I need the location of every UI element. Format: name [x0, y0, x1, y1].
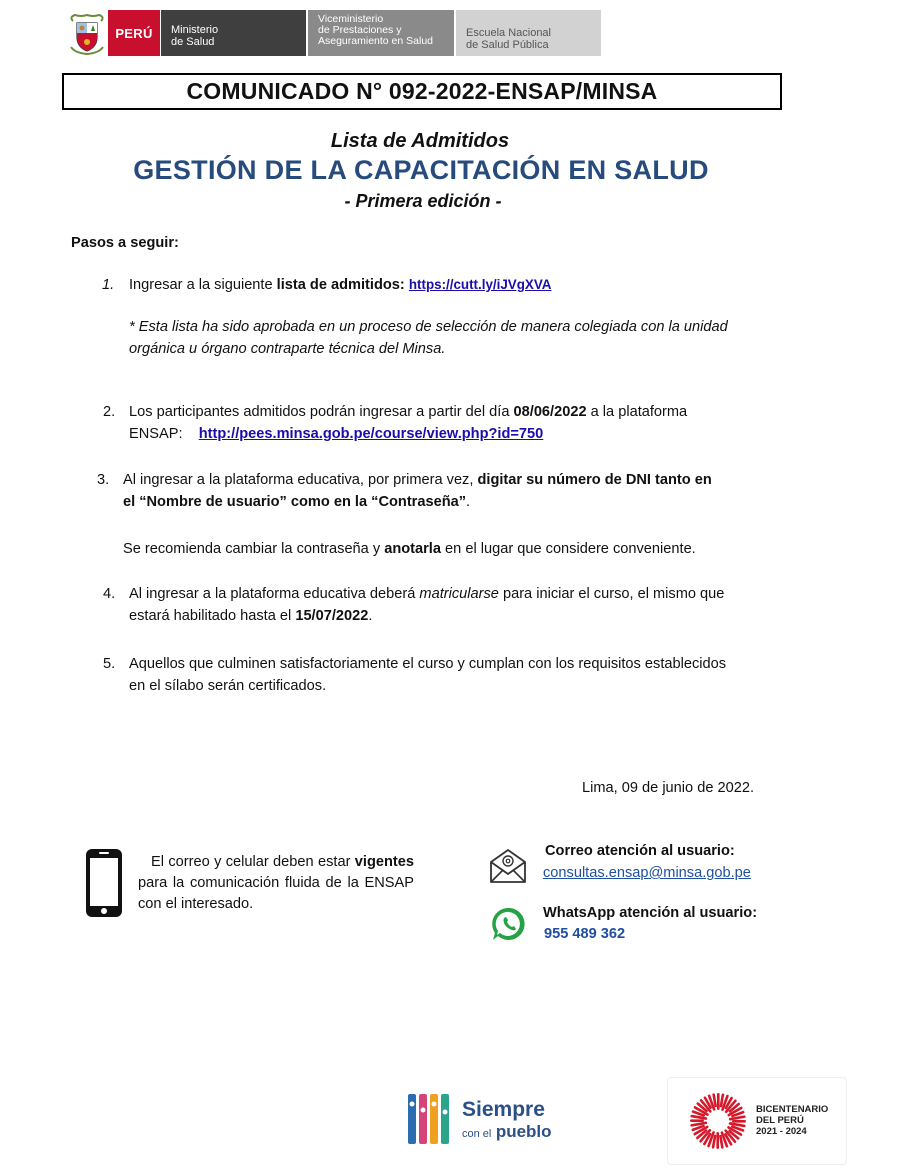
bicentenario-sun-icon	[688, 1091, 748, 1151]
ministerio-label: Ministerio de Salud	[160, 10, 306, 56]
whatsapp-number[interactable]: 955 489 362	[544, 926, 626, 942]
mail-icon	[489, 848, 527, 884]
document-date: Lima, 09 de junio de 2022.	[582, 780, 755, 796]
edition-label: - Primera edición -	[344, 191, 502, 211]
step1-text: Ingresar a la siguiente lista de admitidos: https://cutt.ly/iJVgXVA	[129, 277, 552, 293]
admitidos-link[interactable]: https://cutt.ly/iJVgXVA	[408, 277, 552, 292]
header-logos	[66, 10, 601, 56]
siempre-con-el-pueblo-logo: Siempre con el pueblo	[406, 1090, 566, 1148]
step3-text: Al ingresar a la plataforma educativa, por primera vez, digitar su número de DNI tanto en el “Nombre de usuario” como en la “Contraseña”.	[123, 472, 712, 510]
step3-recommendation: Se recomienda cambiar la contraseña y anotarla en el lugar que considere conveniente.	[123, 541, 696, 557]
peru-coat-of-arms-icon	[66, 10, 108, 56]
whatsapp-heading: WhatsApp atención al usuario:	[543, 905, 758, 921]
peru-label: PERÚ	[108, 10, 160, 56]
viceministerio-label: Viceministerio de Prestaciones y Aseguramiento en Salud	[308, 10, 454, 56]
lista-subtitle: Lista de Admitidos	[330, 130, 510, 152]
whatsapp-icon	[491, 906, 527, 942]
step1-number: 1.	[102, 277, 115, 293]
plataforma-link[interactable]: http://pees.minsa.gob.pe/course/view.php?id=750	[198, 426, 544, 442]
pasos-heading: Pasos a seguir:	[71, 235, 179, 251]
step2-text: Los participantes admitidos podrán ingresar a partir del día 08/06/2022 a la plataforma ENSAP: http://pees.minsa.gob.pe/course/view.php?id=750	[129, 404, 688, 442]
escuela-label: Escuela Nacional de Salud Pública	[456, 10, 601, 56]
step4-number: 4.	[103, 586, 116, 602]
siempre-figures-icon	[406, 1090, 458, 1148]
bicentenario-logo: BICENTENARIO DEL PERÚ 2021 - 2024	[667, 1077, 847, 1165]
correo-link[interactable]: consultas.ensap@minsa.gob.pe	[543, 865, 751, 881]
step5-number: 5.	[103, 656, 116, 672]
step3-number: 3.	[97, 472, 110, 488]
step2-number: 2.	[103, 404, 116, 420]
step5-text: Aquellos que culminen satisfactoriamente el curso y cumplan con los requisitos establecidos en el sílabo serán certificados.	[129, 656, 727, 694]
step1-note: * Esta lista ha sido aprobada en un proceso de selección de manera colegiada con la unidad orgánica u órgano contraparte técnica del Minsa.	[129, 319, 728, 357]
smartphone-icon	[84, 848, 124, 918]
comunicado-title: COMUNICADO N° 092-2022-ENSAP/MINSA	[62, 73, 782, 110]
contact-note: El correo y celular deben estar vigentes para la comunicación fluida de la ENSAP con el interesado.	[138, 854, 414, 912]
correo-heading: Correo atención al usuario:	[545, 843, 735, 859]
step4-text: Al ingresar a la plataforma educativa deberá matricularse para iniciar el curso, el mismo que estará habilitado hasta el 15/07/2022.	[129, 586, 725, 624]
course-title: GESTIÓN DE LA CAPACITACIÓN EN SALUD	[133, 155, 709, 185]
